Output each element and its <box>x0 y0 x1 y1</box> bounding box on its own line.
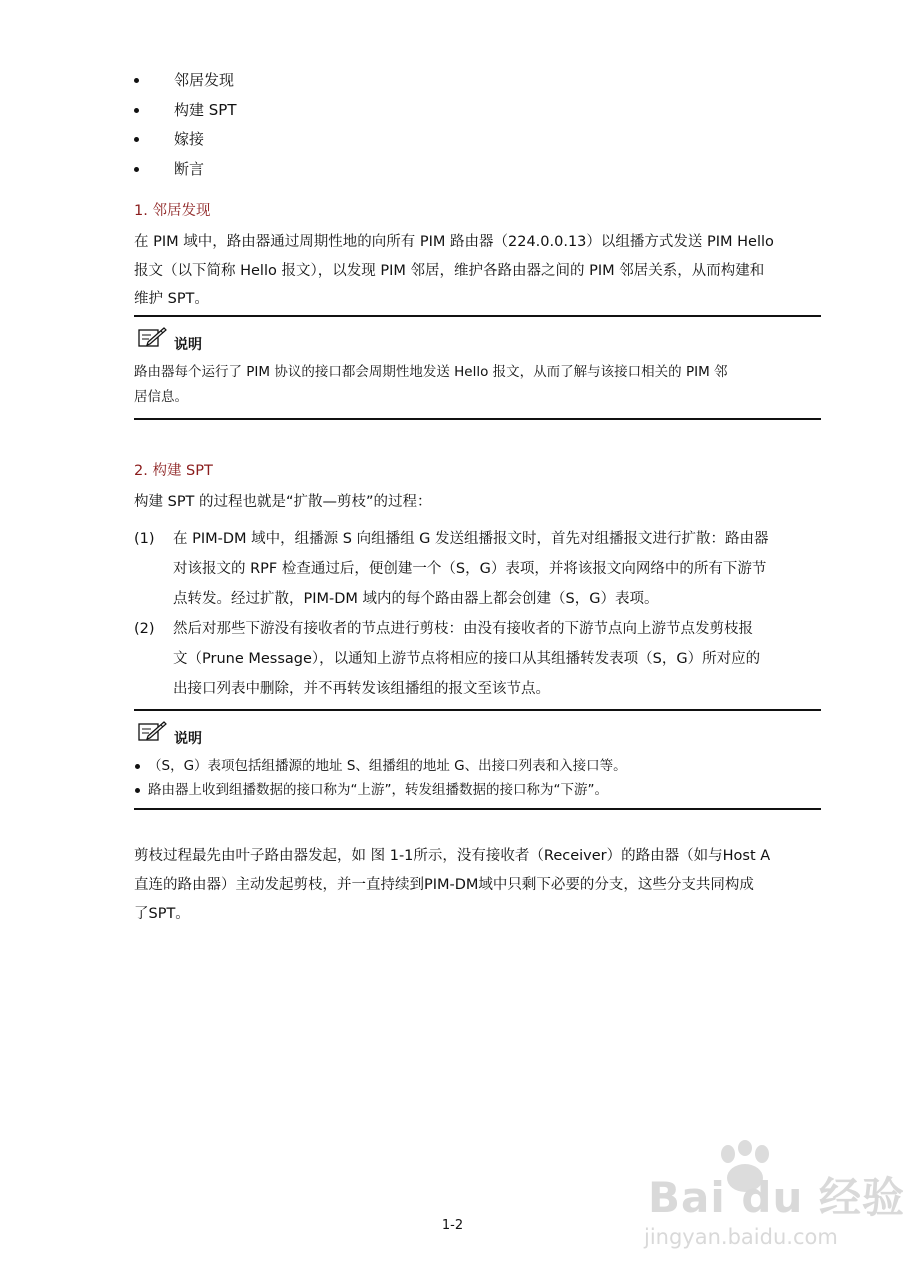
watermark-url: jingyan.baidu.com <box>644 1225 838 1249</box>
section2-intro <box>134 488 824 517</box>
paragraph-line: 直连的路由器）主动发起剪枝，并一直持续到PIM-DM域中只剩下必要的分支，这些分支共同构成 <box>134 877 754 893</box>
step-body <box>173 524 824 614</box>
list-item: 断言 <box>134 155 534 185</box>
section-heading-neighbor-discovery: 1. 邻居发现 <box>134 203 211 219</box>
step-body <box>173 614 824 704</box>
note-bullet-item: 路由器上收到组播数据的接口称为“上游”，转发组播数据的接口称为“下游”。 <box>134 778 821 802</box>
section2-closing-paragraph <box>134 842 824 929</box>
section-heading-build-spt: 2. 构建 SPT <box>134 463 213 479</box>
bullet-dot <box>134 167 139 172</box>
step-number: (1) <box>134 531 155 547</box>
note-box-2 <box>134 709 821 810</box>
paragraph-line: 剪枝过程最先由叶子路由器发起，如 图 1-1所示，没有接收者（Receiver）的路由器（如与Host A <box>134 848 771 864</box>
note-line: 居信息。 <box>134 389 188 405</box>
bullet-dot <box>134 137 139 142</box>
step-line: 在 PIM-DM 域中，组播源 S 向组播组 G 发送组播报文时，首先对组播报文进行扩散：路由器 <box>173 531 769 547</box>
bullet-dot <box>135 764 140 769</box>
note-line: 路由器每个运行了 PIM 协议的接口都会周期性地发送 Hello 报文，从而了解与该接口相关的 PIM 邻 <box>134 364 728 380</box>
note-title: 说明 <box>174 337 202 353</box>
top-bullet-list <box>134 66 534 184</box>
step-line: 出接口列表中删除，并不再转发该组播组的报文至该节点。 <box>173 681 550 697</box>
note-bullet-item: （S，G）表项包括组播源的地址 S、组播组的地址 G、出接口列表和入接口等。 <box>134 754 821 778</box>
step-item <box>134 524 824 614</box>
section1-paragraph <box>134 228 824 314</box>
step-number: (2) <box>134 621 155 637</box>
list-item: 嫁接 <box>134 125 534 155</box>
note-pencil-icon <box>137 325 167 349</box>
page-number: 1-2 <box>441 1218 464 1233</box>
note-header <box>134 317 821 353</box>
list-item: 构建 SPT <box>134 96 534 126</box>
step-line: 对该报文的 RPF 检查通过后，便创建一个（S，G）表项，并将该报文向网络中的所有下游节 <box>173 561 767 577</box>
step-list <box>134 524 824 704</box>
step-line: 文（Prune Message），以通知上游节点将相应的接口从其组播转发表项（S，G）所对应的 <box>173 651 761 667</box>
list-item: 邻居发现 <box>134 66 534 96</box>
baidu-jingyan-watermark <box>640 1140 905 1260</box>
bullet-dot <box>134 78 139 83</box>
paragraph-line: 在 PIM 域中，路由器通过周期性地的向所有 PIM 路由器（224.0.0.13）以组播方式发送 PIM Hello <box>134 234 774 250</box>
bullet-dot <box>134 108 139 113</box>
step-item <box>134 614 824 704</box>
paragraph-line: 构建 SPT 的过程也就是“扩散—剪枝”的过程： <box>134 494 432 510</box>
bullet-dot <box>135 788 140 793</box>
paragraph-line: 了SPT。 <box>134 906 190 922</box>
note-box-1 <box>134 315 821 420</box>
note-pencil-icon <box>137 719 167 743</box>
note-header <box>134 711 821 747</box>
watermark-logo-text: Bai du 经验 <box>648 1173 905 1222</box>
step-line: 然后对那些下游没有接收者的节点进行剪枝：由没有接收者的下游节点向上游节点发剪枝报 <box>173 621 753 637</box>
note-body <box>134 747 821 808</box>
step-line: 点转发。经过扩散，PIM-DM 域内的每个路由器上都会创建（S，G）表项。 <box>173 591 659 607</box>
note-title: 说明 <box>174 731 202 747</box>
paragraph-line: 维护 SPT。 <box>134 291 209 307</box>
note-body <box>134 353 821 418</box>
paragraph-line: 报文（以下简称 Hello 报文），以发现 PIM 邻居，维护各路由器之间的 PIM 邻居关系，从而构建和 <box>134 262 765 279</box>
